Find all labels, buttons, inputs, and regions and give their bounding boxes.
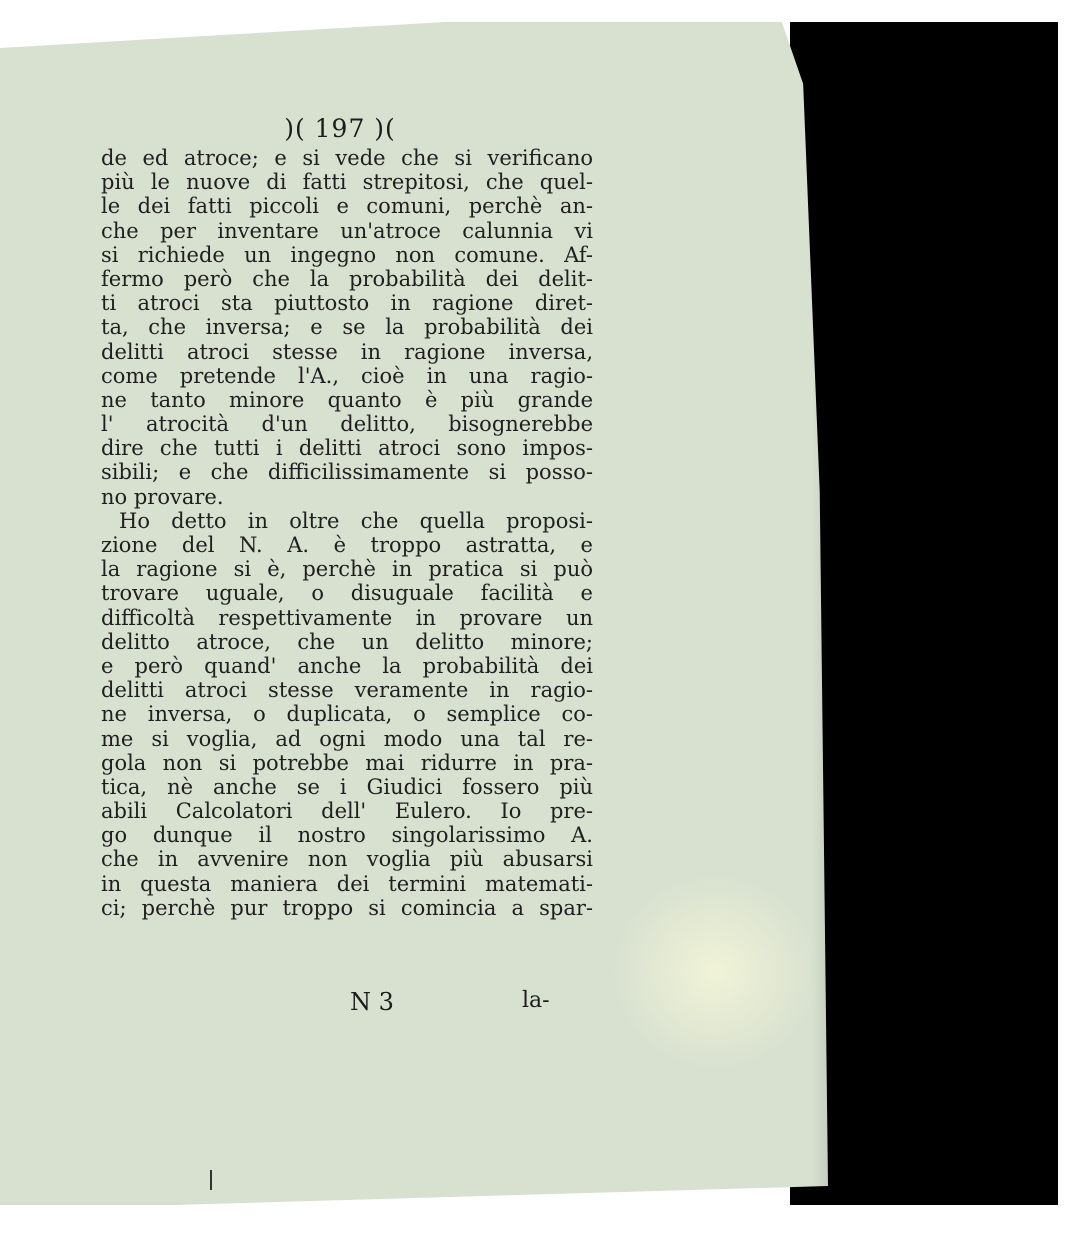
body-text bbox=[101, 146, 593, 920]
text-line: delitto atroce, che un delitto minore; bbox=[101, 629, 593, 654]
signature-mark: N 3 bbox=[350, 988, 394, 1016]
text-line: zione del N. A. è troppo astratta, e bbox=[101, 533, 593, 557]
page-blemish bbox=[210, 1170, 212, 1190]
top-margin bbox=[0, 0, 1085, 22]
bottom-margin bbox=[0, 1205, 1085, 1238]
text-line: me si voglia, ad ogni modo una tal re- bbox=[101, 726, 593, 751]
text-line: ne tanto minore quanto è più grande bbox=[101, 387, 593, 412]
text-line: e però quand' anche la probabilità dei bbox=[101, 653, 593, 678]
text-line: l' atrocità d'un delitto, bisognerebbe bbox=[101, 412, 593, 437]
text-line: le dei fatti piccoli e comuni, perchè an- bbox=[101, 194, 593, 219]
text-line: dire che tutti i delitti atroci sono impos- bbox=[101, 436, 593, 461]
text-line: difficoltà respettivamente in provare un bbox=[101, 605, 593, 630]
text-line: ne inversa, o duplicata, o semplice co- bbox=[101, 702, 593, 727]
text-line: sibili; e che difficilissimamente si posso- bbox=[101, 460, 593, 485]
text-line: ci; perchè pur troppo si comincia a spar- bbox=[101, 895, 593, 920]
dark-background bbox=[790, 0, 1085, 1238]
text-line: abili Calcolatori dell' Eulero. Io pre- bbox=[101, 799, 593, 824]
text-line: Ho detto in oltre che quella proposi- bbox=[119, 508, 593, 533]
text-line: gola non si potrebbe mai ridurre in pra- bbox=[101, 750, 593, 775]
text-line: che in avvenire non voglia più abusarsi bbox=[101, 847, 593, 872]
catchword: la- bbox=[522, 988, 550, 1013]
text-line: delitti atroci stesse veramente in ragio- bbox=[101, 678, 593, 703]
page-light-spot bbox=[610, 872, 820, 1072]
text-line: ta, che inversa; e se la probabilità dei bbox=[101, 315, 593, 340]
text-line: in questa maniera dei termini matemati- bbox=[101, 871, 593, 896]
text-line: che per inventare un'atroce calunnia vi bbox=[101, 218, 593, 243]
text-line: delitti atroci stesse in ragione inversa, bbox=[101, 339, 593, 364]
text-line: fermo però che la probabilità dei delit- bbox=[101, 266, 593, 291]
text-line: trovare uguale, o disuguale facilità e bbox=[101, 581, 593, 606]
text-line: ti atroci sta piuttosto in ragione diret- bbox=[101, 291, 593, 316]
text-line: si richiede un ingegno non comune. Af- bbox=[101, 242, 593, 267]
right-margin bbox=[1058, 0, 1085, 1238]
text-line: de ed atroce; e si vede che si verificano bbox=[101, 146, 593, 170]
text-line: la ragione si è, perchè in pratica si può bbox=[101, 557, 593, 582]
text-line: go dunque il nostro singolarissimo A. bbox=[101, 823, 593, 848]
text-line: più le nuove di fatti strepitosi, che quel- bbox=[101, 170, 593, 195]
page-number-header: )( 197 )( bbox=[284, 114, 396, 143]
text-line: no provare. bbox=[101, 484, 224, 509]
text-line: tica, nè anche se i Giudici fossero più bbox=[101, 774, 593, 799]
text-line: come pretende l'A., cioè in una ragio- bbox=[101, 363, 593, 388]
